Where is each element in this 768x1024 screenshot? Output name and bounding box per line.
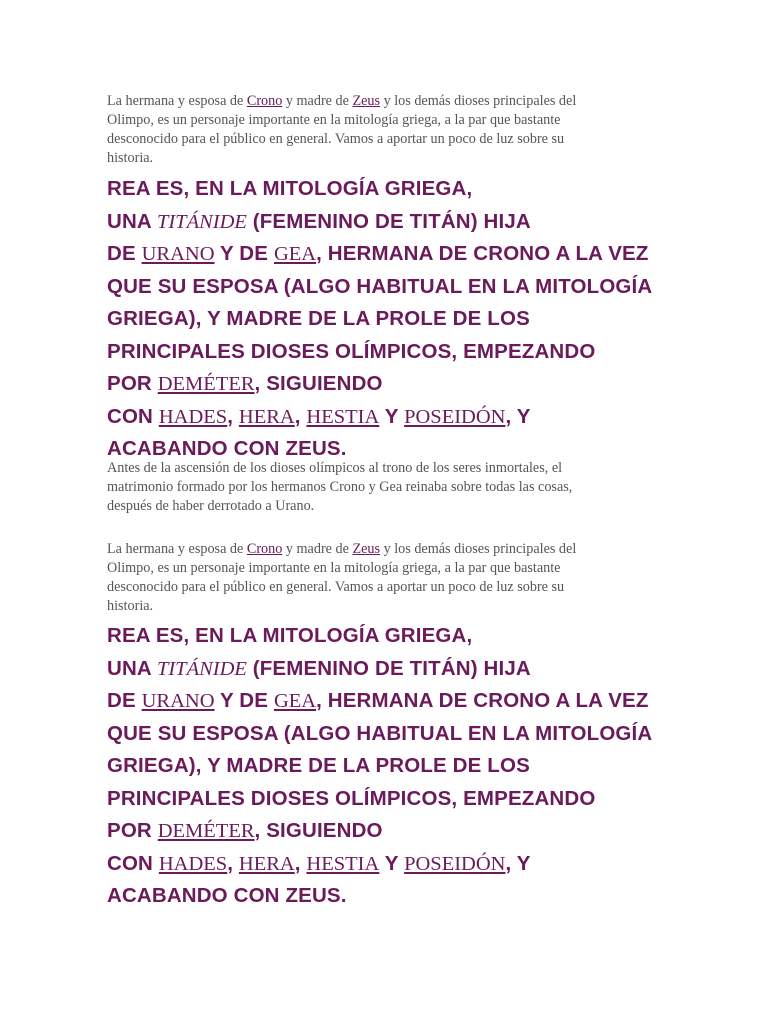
heading-line-9: ACABANDO CON ZEUS. — [107, 437, 347, 460]
link-crono[interactable]: Crono — [246, 93, 283, 109]
heading-line-1: REA ES, EN LA MITOLOGÍA GRIEGA, — [107, 177, 473, 200]
link-urano[interactable]: URANO — [141, 243, 215, 265]
heading-line-2 — [107, 206, 687, 239]
link-poseidon[interactable]: POSEIDÓN — [404, 852, 506, 875]
text-run: Y — [379, 851, 405, 875]
heading-line-5: GRIEGA), Y MADRE DE LA PROLE DE LOS — [107, 754, 530, 777]
after-line-2: matrimonio formado por los hermanos Crono y Gea reinaba sobre todas las cosas, — [107, 479, 573, 495]
heading-line-5: GRIEGA), Y MADRE DE LA PROLE DE LOS — [107, 307, 530, 330]
heading-line-8 — [107, 848, 687, 881]
text-run: , SIGUIENDO — [254, 819, 383, 842]
italic-term: TITÁNIDE — [156, 657, 247, 680]
text-run: DE — [107, 689, 142, 712]
link-gea[interactable]: GEA — [273, 243, 317, 265]
after-line-3: después de haber derrotado a Urano. — [107, 498, 315, 514]
text-run: y los demás dioses principales del — [380, 93, 577, 109]
link-hera[interactable]: HERA — [238, 405, 295, 428]
after-paragraph — [107, 459, 667, 516]
link-urano[interactable]: URANO — [141, 690, 215, 712]
heading-line-6: PRINCIPALES DIOSES OLÍMPICOS, EMPEZANDO — [107, 339, 596, 363]
text-run: , SIGUIENDO — [254, 372, 383, 395]
text-run: y madre de — [282, 93, 353, 109]
text-run: POR — [107, 372, 158, 395]
summary-heading — [107, 173, 687, 466]
intro-paragraph — [107, 92, 667, 168]
intro-line-1 — [107, 92, 667, 111]
text-run: , — [227, 404, 239, 428]
heading-line-8 — [107, 401, 687, 434]
link-crono[interactable]: Crono — [246, 541, 283, 557]
after-line-1: Antes de la ascensión de los dioses olímpicos al trono de los seres inmortales, el — [107, 460, 563, 476]
text-run: UNA — [107, 656, 157, 680]
heading-line-4: QUE SU ESPOSA (ALGO HABITUAL EN LA MITOLOGÍA — [107, 721, 653, 745]
text-run: DE — [107, 242, 142, 265]
heading-line-1: REA ES, EN LA MITOLOGÍA GRIEGA, — [107, 624, 473, 647]
intro-line-3: desconocido para el público en general. Vamos a aportar un poco de luz sobre su — [107, 131, 565, 147]
heading-line-7 — [107, 368, 687, 401]
heading-line-7 — [107, 815, 687, 848]
heading-line-3 — [107, 685, 687, 718]
text-run: Y DE — [214, 242, 274, 265]
text-run: Y — [379, 404, 405, 428]
link-hera[interactable]: HERA — [238, 852, 295, 875]
text-run: CON — [107, 851, 159, 875]
text-run: CON — [107, 404, 159, 428]
intro-line-2: Olimpo, es un personaje importante en la mitología griega, a la par que bastante — [107, 560, 561, 576]
text-run: y madre de — [282, 541, 353, 557]
intro-line-3: desconocido para el público en general. Vamos a aportar un poco de luz sobre su — [107, 579, 565, 595]
link-hades[interactable]: HADES — [158, 852, 228, 875]
italic-term: TITÁNIDE — [156, 210, 247, 233]
link-demeter[interactable]: DEMÉTER — [157, 820, 255, 842]
heading-line-9: ACABANDO CON ZEUS. — [107, 884, 347, 907]
link-zeus[interactable]: Zeus — [352, 541, 381, 557]
text-run: La hermana y esposa de — [107, 93, 247, 109]
heading-line-2 — [107, 653, 687, 686]
text-run: UNA — [107, 209, 157, 233]
link-hestia[interactable]: HESTIA — [306, 405, 380, 428]
link-demeter[interactable]: DEMÉTER — [157, 373, 255, 395]
text-run: Y DE — [214, 689, 274, 712]
text-run: , Y — [505, 851, 531, 875]
heading-line-3 — [107, 238, 687, 271]
text-run: , HERMANA DE CRONO A LA VEZ — [316, 242, 649, 265]
link-hades[interactable]: HADES — [158, 405, 228, 428]
text-run: , — [227, 851, 239, 875]
text-run: (FEMENINO DE TITÁN) HIJA — [246, 209, 531, 233]
text-run: La hermana y esposa de — [107, 541, 247, 557]
heading-line-4: QUE SU ESPOSA (ALGO HABITUAL EN LA MITOLOGÍA — [107, 274, 653, 298]
text-run: y los demás dioses principales del — [380, 541, 577, 557]
link-poseidon[interactable]: POSEIDÓN — [404, 405, 506, 428]
intro-line-4: historia. — [107, 598, 154, 614]
link-gea[interactable]: GEA — [273, 690, 317, 712]
intro-line-2: Olimpo, es un personaje importante en la mitología griega, a la par que bastante — [107, 112, 561, 128]
link-zeus[interactable]: Zeus — [352, 93, 381, 109]
text-run: , Y — [505, 404, 531, 428]
text-run: , — [294, 851, 307, 875]
text-run: (FEMENINO DE TITÁN) HIJA — [246, 656, 531, 680]
text-run: , HERMANA DE CRONO A LA VEZ — [316, 689, 649, 712]
link-hestia[interactable]: HESTIA — [306, 852, 380, 875]
intro-paragraph-repeat — [107, 540, 667, 616]
summary-heading-repeat — [107, 620, 687, 913]
heading-line-6: PRINCIPALES DIOSES OLÍMPICOS, EMPEZANDO — [107, 786, 596, 810]
intro-line-4: historia. — [107, 150, 154, 166]
intro-line-1 — [107, 540, 667, 559]
text-run: , — [294, 404, 307, 428]
text-run: POR — [107, 819, 158, 842]
